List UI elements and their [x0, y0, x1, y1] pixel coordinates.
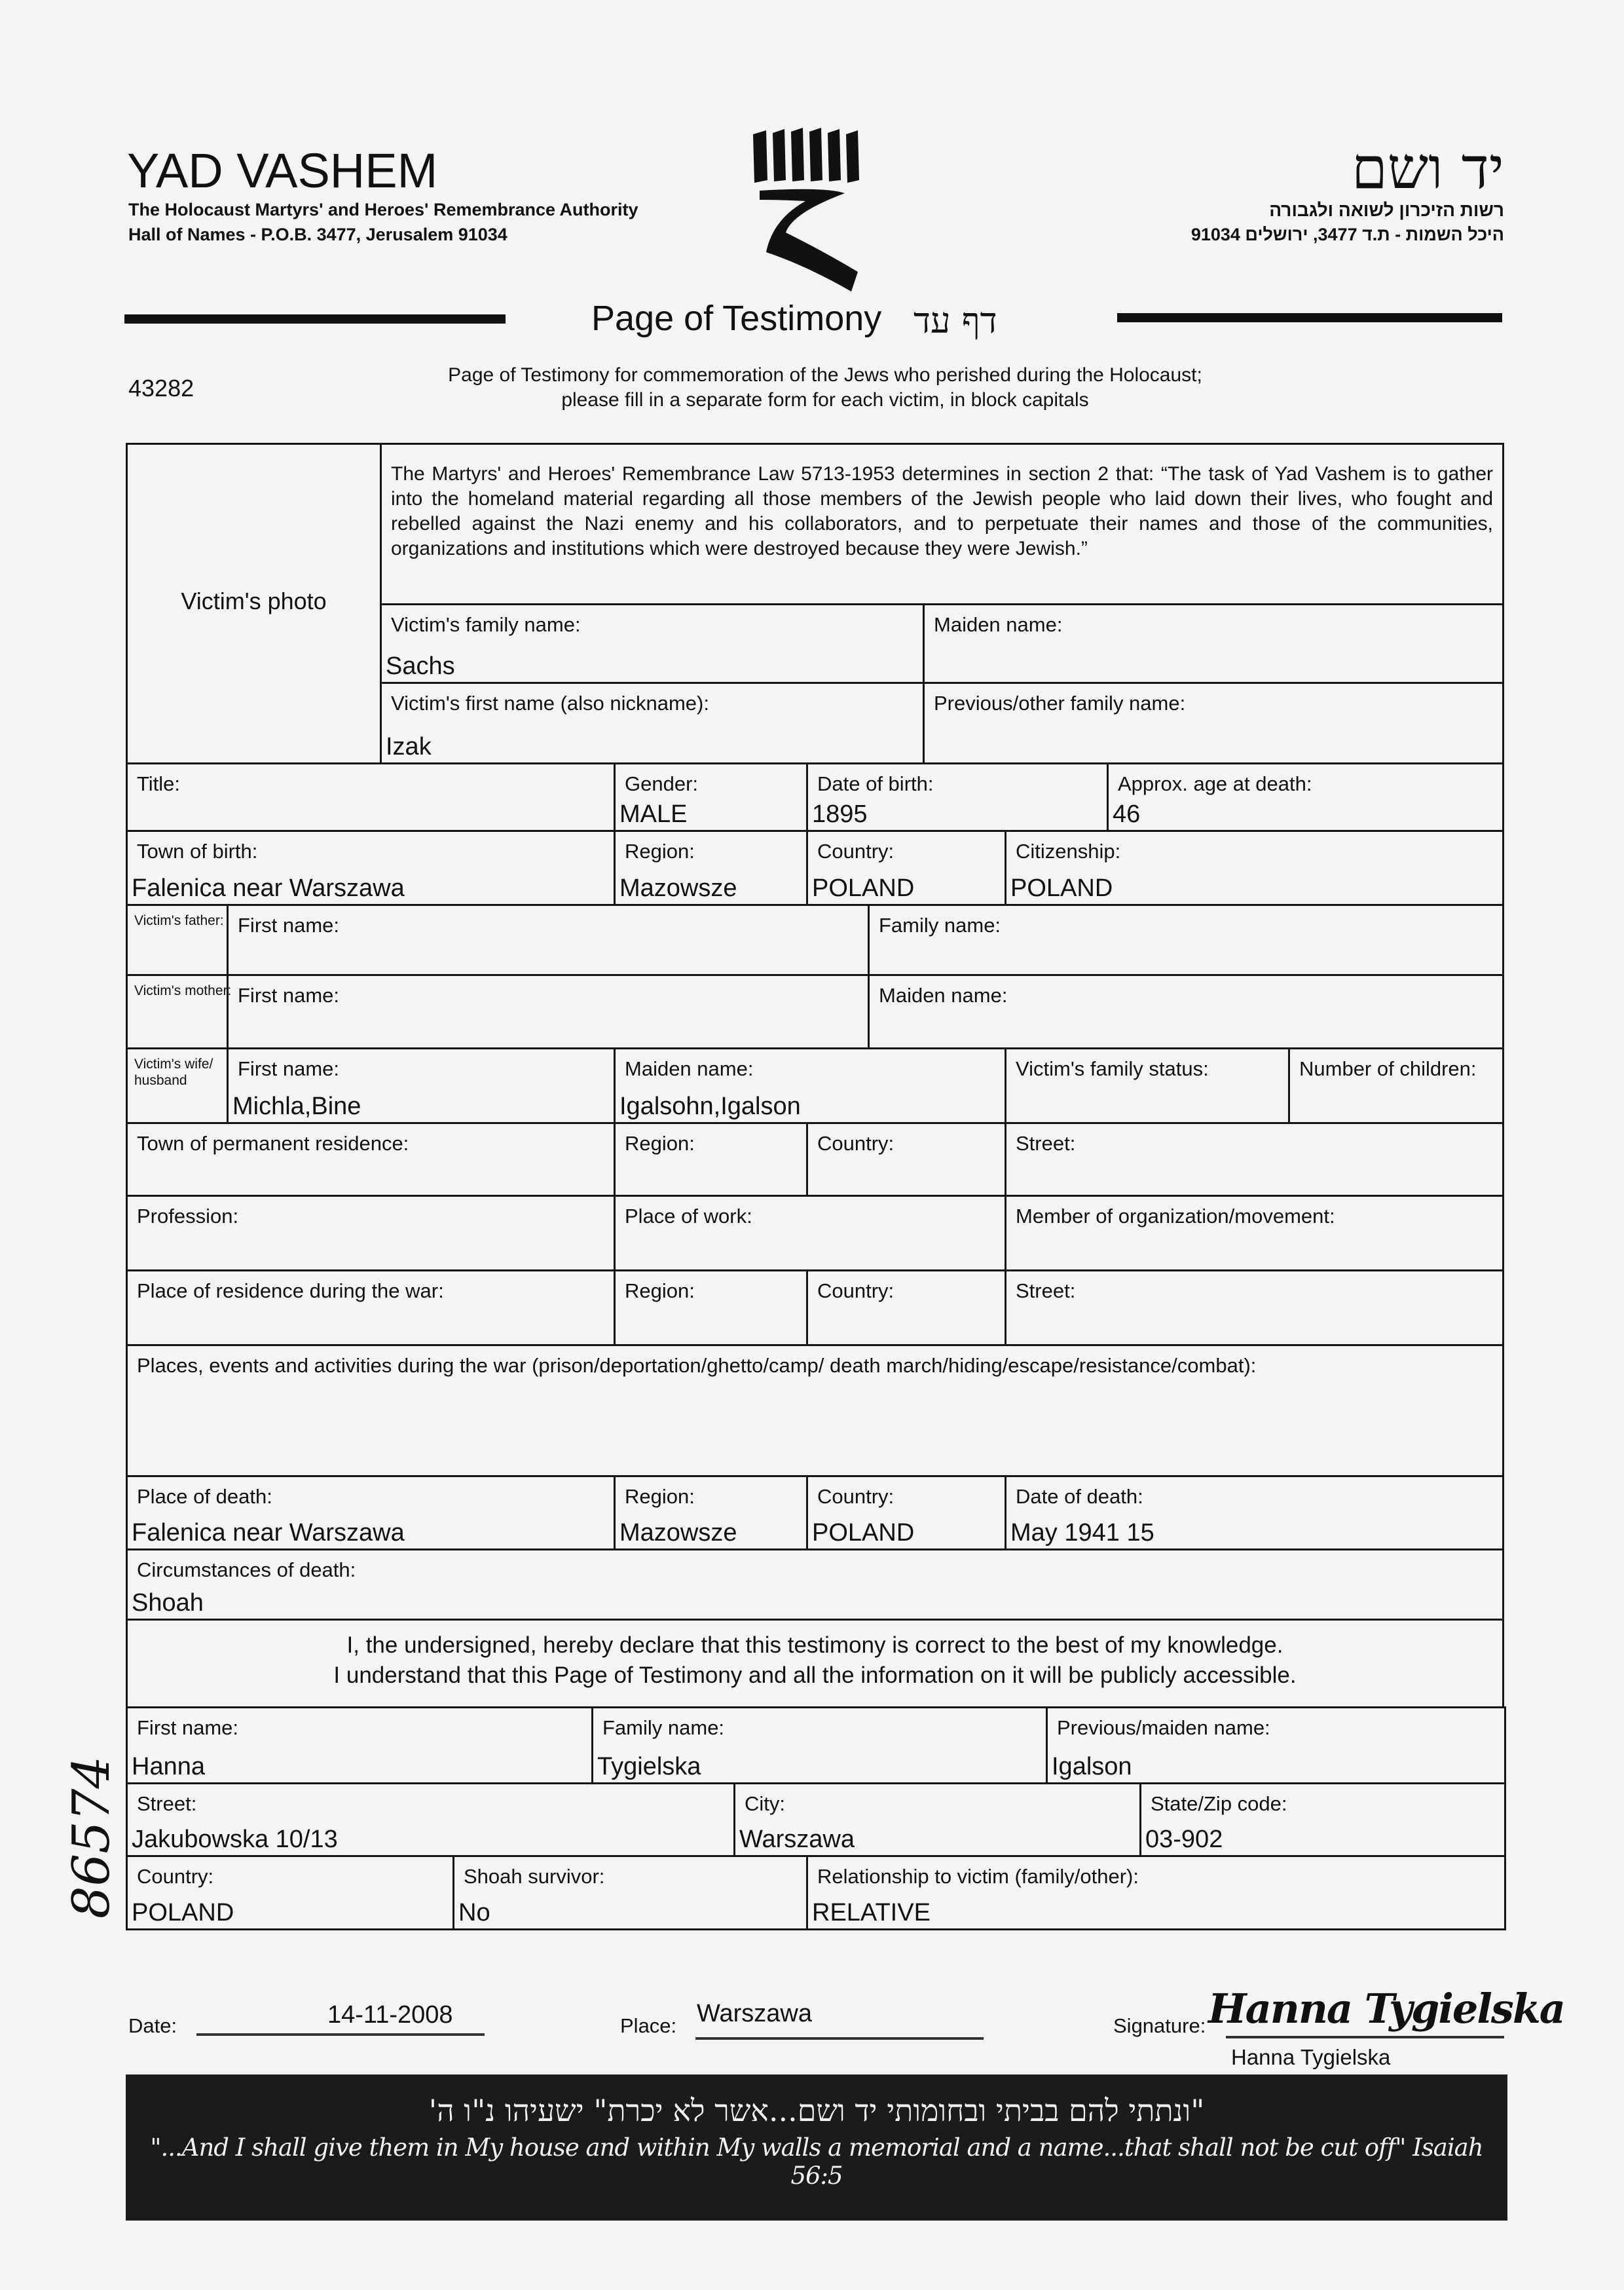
age-at-death-value[interactable]: 46 [1113, 800, 1141, 828]
spouse-first-name-value[interactable]: Michla,Bine [232, 1093, 361, 1120]
spouse-first-name-field[interactable] [227, 1047, 616, 1124]
spouse-maiden-name-value[interactable]: Igalsohn,Igalson [619, 1093, 801, 1120]
submitter-relationship-field[interactable] [806, 1855, 1506, 1930]
place-of-death-label: Place of death: [137, 1485, 272, 1508]
birth-region-field[interactable] [614, 830, 808, 906]
residence-town-field[interactable] [126, 1122, 616, 1197]
submitter-previous-name-field[interactable] [1046, 1706, 1506, 1784]
spouse-maiden-name-field[interactable] [614, 1047, 1006, 1124]
header-rule-left [124, 314, 506, 324]
family-status-field[interactable] [1005, 1047, 1290, 1124]
submitter-country-value[interactable]: POLAND [132, 1899, 234, 1926]
mother-maiden-name-field[interactable] [868, 974, 1504, 1049]
submitter-first-name-label: First name: [137, 1716, 239, 1739]
war-residence-field[interactable] [126, 1269, 616, 1346]
birth-region-label: Region: [625, 840, 695, 863]
father-side-label [126, 904, 229, 976]
date-underline [196, 2033, 485, 2036]
date-of-death-field[interactable] [1005, 1475, 1504, 1550]
father-family-name-field[interactable] [868, 904, 1504, 976]
submitter-city-label: City: [745, 1792, 785, 1815]
submitter-zip-field[interactable] [1139, 1782, 1506, 1857]
gender-value[interactable]: MALE [619, 800, 688, 828]
declaration-line: I understand that this Page of Testimony and all the information on it will be publicly accessible. [333, 1662, 1297, 1688]
date-of-death-label: Date of death: [1016, 1485, 1143, 1508]
victim-family-name-label: Victim's family name: [391, 613, 581, 636]
birth-region-value[interactable]: Mazowsze [619, 874, 737, 902]
father-first-name-field[interactable] [227, 904, 870, 976]
form-title-hebrew: דף עד [913, 300, 997, 341]
org-address: Hall of Names - P.O.B. 3477, Jerusalem 91034 [128, 225, 507, 244]
submitter-survivor-value[interactable]: No [458, 1899, 490, 1926]
residence-region-label: Region: [625, 1132, 695, 1155]
victim-first-name-value[interactable]: Izak [386, 733, 432, 760]
father-first-name-label: First name: [238, 914, 340, 937]
victim-photo-cell [126, 443, 382, 764]
submitter-street-label: Street: [137, 1792, 197, 1815]
war-region-label: Region: [625, 1279, 695, 1302]
submitter-country-field[interactable] [126, 1855, 454, 1930]
date-of-birth-field[interactable] [806, 762, 1109, 832]
victim-maiden-name-label: Maiden name: [934, 613, 1063, 636]
residence-street-field[interactable] [1005, 1122, 1504, 1197]
submitter-street-value[interactable]: Jakubowska 10/13 [132, 1826, 338, 1853]
victim-family-name-field[interactable] [380, 603, 925, 684]
law-text: The Martyrs' and Heroes' Remembrance Law 5713-1953 determines in section 2 that: “The task of Yad Vashem is to gather into the homeland material regarding all those members of the Jewish people who laid down their lives, who fought and rebelled against the Nazi enemy and his collaborators, and to perpetuate their names and those of the communities, organizations and institutions which were destroyed because they were Jewish.” [391, 463, 1493, 559]
organization-field[interactable] [1005, 1195, 1504, 1271]
war-street-label: Street: [1016, 1279, 1076, 1302]
age-at-death-field[interactable] [1107, 762, 1504, 832]
submitter-first-name-value[interactable]: Hanna [132, 1753, 205, 1780]
residence-country-field[interactable] [806, 1122, 1006, 1197]
declaration-cell [126, 1619, 1504, 1708]
place-value[interactable]: Warszawa [697, 2000, 812, 2027]
age-at-death-label: Approx. age at death: [1118, 772, 1312, 795]
submitter-family-name-label: Family name: [602, 1716, 725, 1739]
circumstances-value[interactable]: Shoah [132, 1589, 204, 1617]
place-of-work-label: Place of work: [625, 1205, 752, 1228]
header-rule-right [1117, 313, 1502, 322]
submitter-family-name-field[interactable] [591, 1706, 1048, 1784]
law-text-cell [380, 443, 1504, 605]
war-events-label: Places, events and activities during the war (prison/deportation/ghetto/camp/ death march/hiding/escape/resistance/combat): [137, 1354, 1257, 1377]
birth-country-value[interactable]: POLAND [812, 874, 915, 902]
submitter-previous-name-label: Previous/maiden name: [1057, 1716, 1270, 1739]
war-events-field[interactable] [126, 1344, 1504, 1477]
citizenship-value[interactable]: POLAND [1010, 874, 1113, 902]
date-label: Date: [128, 2014, 177, 2037]
gender-label: Gender: [625, 772, 699, 795]
place-of-work-field[interactable] [614, 1195, 1006, 1271]
submitter-first-name-field[interactable] [126, 1706, 593, 1784]
form-number: 43282 [128, 375, 194, 402]
place-of-death-value[interactable]: Falenica near Warszawa [132, 1519, 405, 1547]
place-underline [695, 2037, 984, 2040]
intro-line-2: please fill in a separate form for each victim, in block capitals [561, 389, 1089, 411]
war-street-field[interactable] [1005, 1269, 1504, 1346]
margin-note: 86574 [62, 1755, 121, 1919]
org-address-hebrew: היכל השמות - ת.ד 3477, ירושלים 91034 [1190, 225, 1504, 244]
org-subtitle: The Holocaust Martyrs' and Heroes' Remembrance Authority [128, 200, 638, 219]
profession-label: Profession: [137, 1205, 239, 1228]
mother-maiden-name-label: Maiden name: [879, 984, 1008, 1007]
quote-banner [126, 2074, 1507, 2221]
mother-first-name-field[interactable] [227, 974, 870, 1049]
intro-line-1: Page of Testimony for commemoration of the Jews who perished during the Holocaust; [448, 364, 1202, 386]
signatory-name: Hanna Tygielska [1231, 2045, 1391, 2069]
submitter-zip-value[interactable]: 03-902 [1145, 1826, 1223, 1853]
date-of-birth-label: Date of birth: [817, 772, 934, 795]
victim-first-name-label: Victim's first name (also nickname): [391, 692, 709, 715]
circumstances-field[interactable] [126, 1549, 1504, 1621]
victim-previous-name-field[interactable] [923, 682, 1504, 764]
death-region-label: Region: [625, 1485, 695, 1508]
town-of-birth-value[interactable]: Falenica near Warszawa [132, 874, 405, 902]
victim-first-name-field[interactable] [380, 682, 925, 764]
death-country-value[interactable]: POLAND [812, 1519, 915, 1547]
number-of-children-field[interactable] [1288, 1047, 1504, 1124]
war-residence-label: Place of residence during the war: [137, 1279, 444, 1302]
submitter-family-name-value[interactable]: Tygielska [597, 1753, 701, 1780]
submitter-survivor-label: Shoah survivor: [464, 1865, 605, 1888]
submitter-street-field[interactable] [126, 1782, 735, 1857]
title-label: Title: [137, 772, 181, 795]
death-region-field[interactable] [614, 1475, 808, 1550]
profession-field[interactable] [126, 1195, 616, 1271]
place-label: Place: [620, 2014, 677, 2037]
town-of-birth-field[interactable] [126, 830, 616, 906]
org-subtitle-hebrew: רשות הזיכרון לשואה ולגבורה [1269, 200, 1504, 220]
citizenship-label: Citizenship: [1016, 840, 1121, 863]
citizenship-field[interactable] [1005, 830, 1504, 906]
submitter-country-label: Country: [137, 1865, 214, 1888]
submitter-city-field[interactable] [733, 1782, 1141, 1857]
death-country-field[interactable] [806, 1475, 1006, 1550]
date-value[interactable]: 14-11-2008 [327, 2001, 453, 2029]
org-name: YAD VASHEM [127, 143, 438, 198]
birth-country-field[interactable] [806, 830, 1006, 906]
spouse-first-name-label: First name: [238, 1057, 340, 1080]
date-of-birth-value[interactable]: 1895 [812, 800, 868, 828]
organization-label: Member of organization/movement: [1016, 1205, 1335, 1228]
declaration-line: I, the undersigned, hereby declare that this testimony is correct to the best of my knowledge. [346, 1632, 1283, 1658]
signature-label: Signature: [1113, 2014, 1206, 2037]
photo-label: Victim's photo [181, 588, 327, 614]
spouse-side-label-label: Victim's wife/ husband [134, 1057, 213, 1088]
residence-town-label: Town of permanent residence: [137, 1132, 409, 1155]
signature: Hanna Tygielska [1208, 1985, 1564, 2033]
title-field[interactable] [126, 762, 616, 832]
submitter-zip-label: State/Zip code: [1151, 1792, 1287, 1815]
quote-english: "...And I shall give them in My house and within My walls a memorial and a name...that shall not be cut off" Isaiah 56:5 [150, 2133, 1483, 2190]
spouse-maiden-name-label: Maiden name: [625, 1057, 754, 1080]
father-side-label-label: Victim's father: [134, 913, 224, 928]
org-name-hebrew: יד ושם [1351, 134, 1504, 202]
submitter-relationship-label: Relationship to victim (family/other): [817, 1865, 1139, 1888]
form-title: Page of Testimony [591, 299, 882, 338]
quote-hebrew: "ונתתי להם בביתי ובחומותי יד ושם...אשר לא יכרת" ישעיהו נ"ו ה' [428, 2093, 1205, 2128]
mother-side-label [126, 974, 232, 1049]
submitter-survivor-field[interactable] [452, 1855, 808, 1930]
residence-country-label: Country: [817, 1132, 895, 1155]
mother-side-label-label: Victim's mother: [134, 983, 232, 998]
victim-previous-name-label: Previous/other family name: [934, 692, 1186, 715]
town-of-birth-label: Town of birth: [137, 840, 258, 863]
family-status-label: Victim's family status: [1016, 1057, 1209, 1080]
residence-region-field[interactable] [614, 1122, 808, 1197]
number-of-children-label: Number of children: [1299, 1057, 1477, 1080]
submitter-previous-name-value[interactable]: Igalson [1052, 1753, 1132, 1780]
war-country-label: Country: [817, 1279, 895, 1302]
death-region-value[interactable]: Mazowsze [619, 1519, 737, 1547]
victim-family-name-value[interactable]: Sachs [386, 652, 455, 680]
residence-street-label: Street: [1016, 1132, 1076, 1155]
submitter-relationship-value[interactable]: RELATIVE [812, 1899, 931, 1926]
date-of-death-value[interactable]: May 1941 15 [1010, 1519, 1154, 1547]
place-of-death-field[interactable] [126, 1475, 616, 1550]
war-country-field[interactable] [806, 1269, 1006, 1346]
submitter-city-value[interactable]: Warszawa [739, 1826, 855, 1853]
father-family-name-label: Family name: [879, 914, 1001, 937]
mother-first-name-label: First name: [238, 984, 340, 1007]
war-region-field[interactable] [614, 1269, 808, 1346]
signature-underline [1226, 2036, 1504, 2038]
victim-maiden-name-field[interactable] [923, 603, 1504, 684]
circumstances-label: Circumstances of death: [137, 1558, 356, 1581]
birth-country-label: Country: [817, 840, 895, 863]
spouse-side-label [126, 1047, 229, 1124]
death-country-label: Country: [817, 1485, 895, 1508]
yad-vashem-logo [747, 128, 864, 298]
gender-field[interactable] [614, 762, 808, 832]
